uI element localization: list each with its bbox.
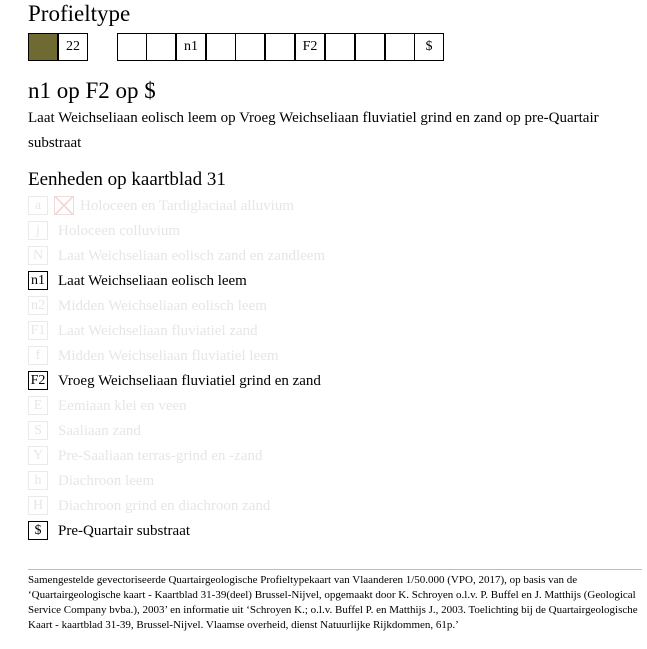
unit-label: Vroeg Weichseliaan fluviatiel grind en zand: [58, 372, 321, 389]
unit-row-h: [28, 470, 154, 491]
units-heading: Eenheden op kaartblad 31: [28, 169, 226, 190]
unit-code-box: h: [28, 471, 48, 490]
unit-label: Holoceen en Tardiglaciaal alluvium: [80, 197, 295, 214]
strip-cell: [325, 33, 355, 61]
unit-code-box: S: [28, 421, 48, 440]
strip-cell: [206, 33, 236, 61]
unit-code-box: n1: [28, 271, 48, 290]
unit-row-n1: [28, 270, 247, 291]
unit-row-substraat: [28, 520, 190, 541]
strip-cell: 22: [58, 33, 88, 61]
unit-label: Eemiaan klei en veen: [58, 397, 187, 414]
unit-row-f: [28, 345, 279, 366]
unit-row-Y: [28, 445, 263, 466]
hatch-swatch-icon: [54, 196, 74, 215]
strip-cell: n1: [176, 33, 206, 61]
strip-cell: [146, 33, 176, 61]
unit-row-S: [28, 420, 141, 441]
footnote-divider: [28, 569, 642, 570]
unit-code-box: N: [28, 246, 48, 265]
strip-cell: [385, 33, 415, 61]
unit-row-F1: [28, 320, 258, 341]
color-swatch: [28, 33, 58, 61]
unit-label: Saaliaan zand: [58, 422, 141, 439]
unit-label: Midden Weichseliaan eolisch leem: [58, 297, 267, 314]
unit-label: Laat Weichseliaan eolisch leem: [58, 272, 247, 289]
unit-label: Laat Weichseliaan fluviatiel zand: [58, 322, 258, 339]
page-title: Profieltype: [28, 1, 131, 26]
unit-code-box: F2: [28, 371, 48, 390]
unit-label: Pre-Saaliaan terras-grind en -zand: [58, 447, 263, 464]
unit-row-j: [28, 220, 180, 241]
unit-label: Laat Weichseliaan eolisch zand en zandleem: [58, 247, 326, 264]
unit-label: Pre-Quartair substraat: [58, 522, 191, 539]
unit-row-N: [28, 245, 325, 266]
unit-code-box: a: [28, 196, 48, 215]
strip-cell: [265, 33, 295, 61]
unit-code-box: j: [28, 221, 48, 240]
strip-cell: [355, 33, 385, 61]
profile-description: Laat Weichseliaan eolisch leem op Vroeg Weichseliaan fluviatiel grind en zand op pre-Quartair substraat: [28, 110, 599, 151]
unit-row-E: [28, 395, 187, 416]
source-footnote: Samengestelde gevectoriseerde Quartairgeologische Profieltypekaart van Vlaanderen 1/50.000 (VPO, 2017), op basis van de ‘Quartairgeologische kaart - Kaartblad 31-39(deel) Brussel-Nijvel, opgemaakt door K. Schroyen o.l.v. P. Buffel en J. Matthijs (Geological Service Company bvba.), 2003’ en informatie uit ‘Schroyen K.; o.l.v. Buffel P. en Matthijs J., 2003. Toelichting bij de Quartairgeologische Kaart - kaartblad 31-39, Brussel-Nijvel. Vlaamse overheid, dienst Natuurlijke Rijkdommen, 61p.’: [28, 574, 638, 631]
unit-code-box: H: [28, 496, 48, 515]
strip-cell: [235, 33, 265, 61]
strip-cell: $: [414, 33, 444, 61]
unit-code-box: f: [28, 346, 48, 365]
unit-code-box: E: [28, 396, 48, 415]
profile-code: n1 op F2 op $: [28, 78, 156, 103]
unit-label: Diachroon leem: [58, 472, 155, 489]
unit-row-H: [28, 495, 270, 516]
unit-label: Diachroon grind en diachroon zand: [58, 497, 271, 514]
unit-row-F2: [28, 370, 321, 391]
strip-cell: [117, 33, 147, 61]
unit-row-n2: [28, 295, 267, 316]
unit-code-box: F1: [28, 321, 48, 340]
unit-code-box: $: [28, 521, 48, 540]
unit-code-box: Y: [28, 446, 48, 465]
unit-row-a: [28, 195, 294, 216]
unit-code-box: n2: [28, 296, 48, 315]
unit-label: Holoceen colluvium: [58, 222, 181, 239]
strip-cell: F2: [295, 33, 325, 61]
unit-label: Midden Weichseliaan fluviatiel leem: [58, 347, 279, 364]
